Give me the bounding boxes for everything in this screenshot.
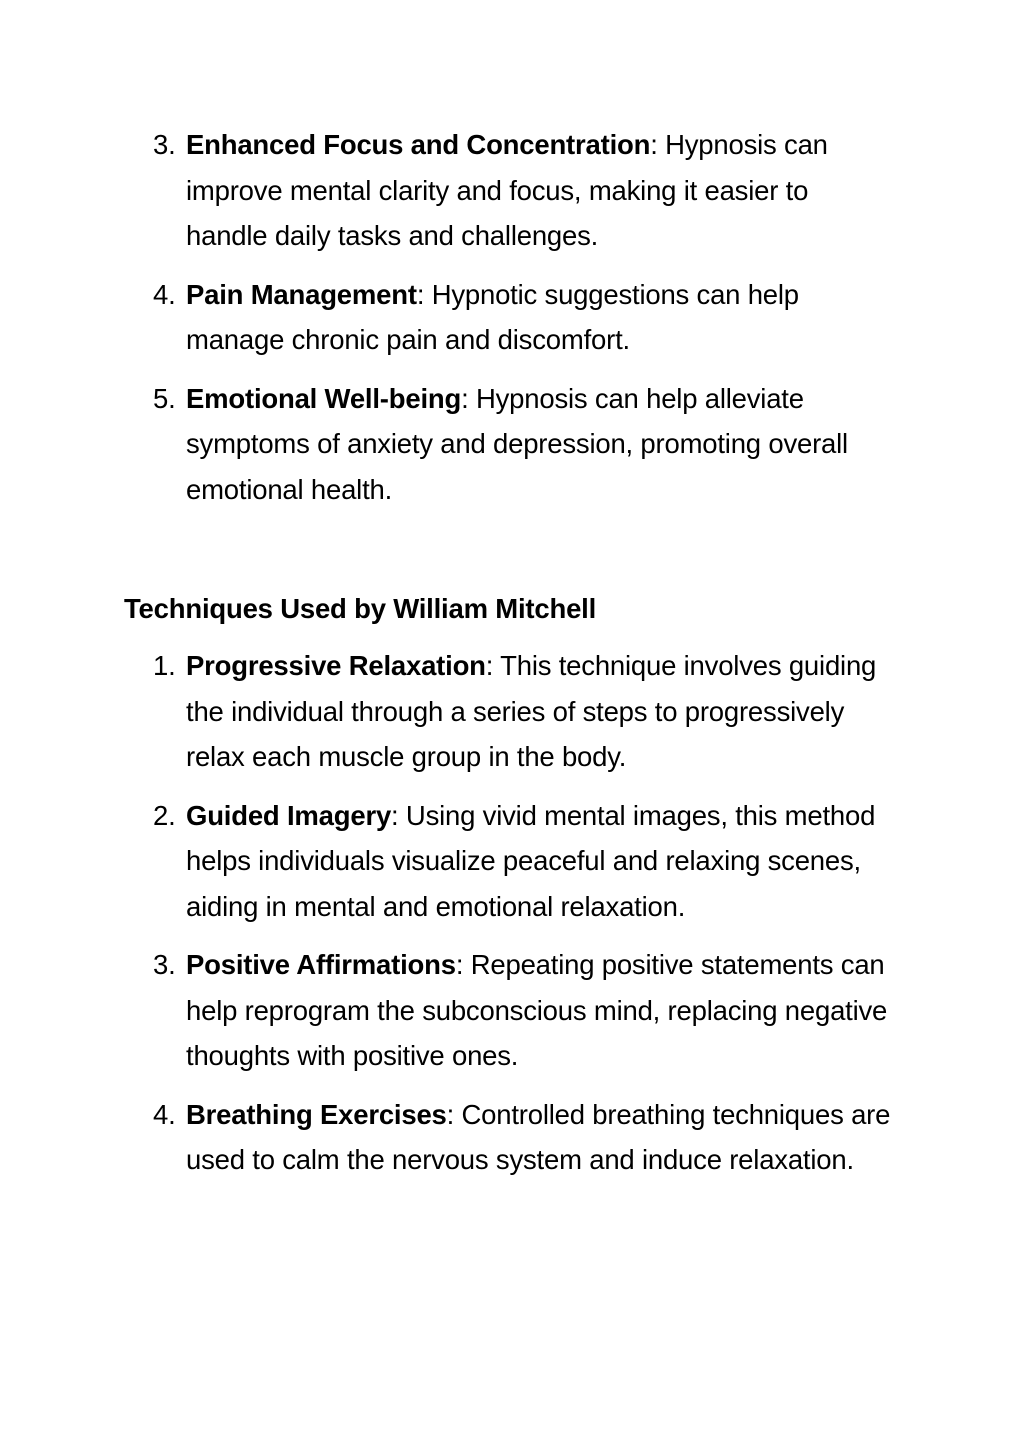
item-description: : Hypnosis can improve mental clarity and focus, making it easier to handle daily tasks and challenges. — [186, 129, 828, 251]
list-number: 3. — [153, 949, 176, 980]
item-description: : Repeating positive statements can help reprogram the subconscious mind, replacing negative thoughts with positive ones. — [186, 949, 888, 1071]
list-item — [0, 376, 896, 513]
list-number: 4. — [153, 278, 176, 310]
item-term: Guided Imagery — [186, 799, 392, 831]
list-number: 5. — [153, 382, 176, 414]
list-item — [0, 122, 896, 259]
item-description: : Controlled breathing techniques are used to calm the nervous system and induce relaxation. — [186, 1098, 891, 1175]
item-term: Positive Affirmations — [186, 949, 456, 980]
section-heading: Techniques Used by William Mitchell — [124, 593, 597, 624]
item-description: : Hypnotic suggestions can help manage chronic pain and discomfort. — [186, 278, 799, 355]
list-item — [0, 272, 896, 363]
benefits-list — [0, 122, 1023, 525]
list-item — [0, 643, 896, 780]
item-description: : This technique involves guiding the individual through a series of steps to progressively relax each muscle group in the body. — [186, 650, 877, 772]
list-item — [0, 942, 896, 1079]
item-term: Pain Management — [186, 278, 417, 310]
item-description: : Using vivid mental images, this method helps individuals visualize peaceful and relaxing scenes, aiding in mental and emotional relaxation. — [186, 799, 876, 922]
list-item — [0, 1092, 896, 1183]
list-number: 1. — [153, 650, 176, 681]
list-number: 4. — [153, 1098, 176, 1130]
item-term: Emotional Well-being — [186, 382, 462, 414]
item-term: Progressive Relaxation — [186, 650, 486, 681]
item-term: Breathing Exercises — [186, 1098, 447, 1130]
list-number: 2. — [153, 799, 176, 831]
techniques-list — [0, 643, 1023, 1196]
item-description: : Hypnosis can help alleviate symptoms of anxiety and depression, promoting overall emotional health. — [186, 382, 848, 505]
list-number: 3. — [153, 129, 176, 160]
item-term: Enhanced Focus and Concentration — [186, 129, 651, 160]
list-item — [0, 793, 896, 930]
